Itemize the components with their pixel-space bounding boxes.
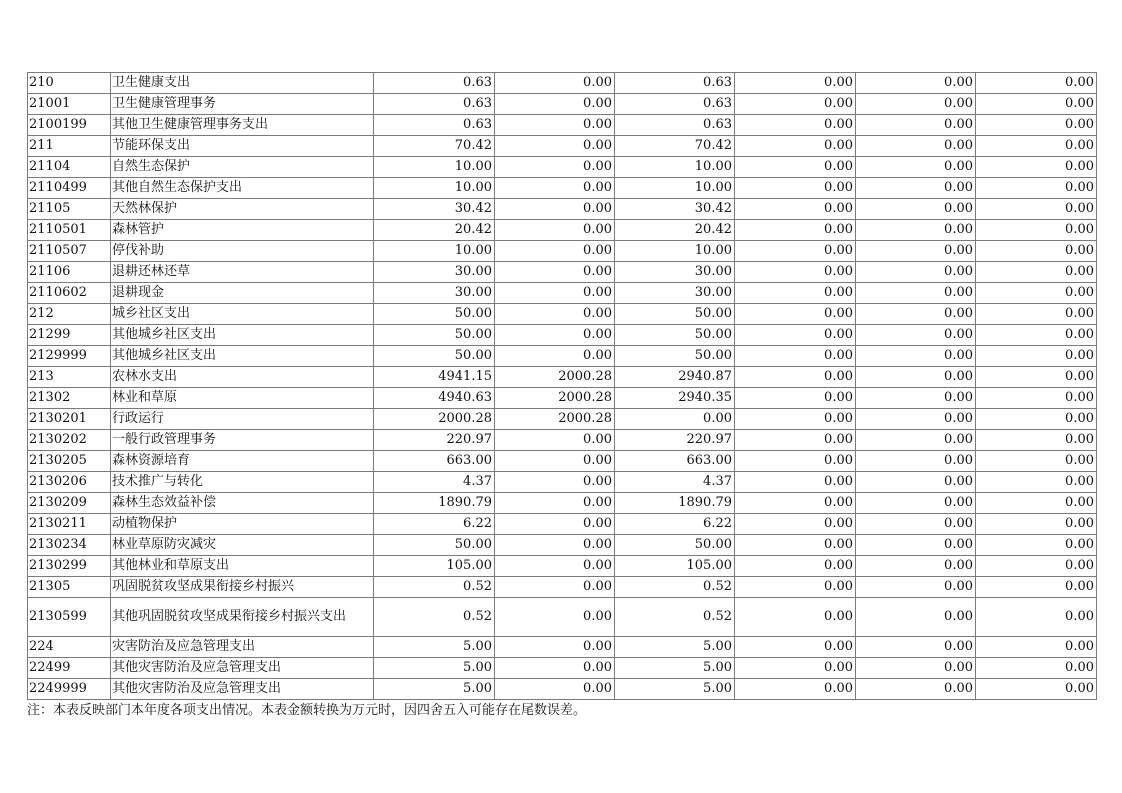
amount-cell: 0.00: [495, 598, 615, 637]
subject-code-cell: 2130299: [28, 556, 111, 577]
amount-cell: 20.42: [374, 220, 495, 241]
subject-code-cell: 211: [28, 136, 111, 157]
amount-cell: 0.00: [976, 679, 1097, 700]
amount-cell: 663.00: [615, 451, 735, 472]
amount-cell: 0.00: [495, 94, 615, 115]
amount-cell: 0.00: [976, 514, 1097, 535]
amount-cell: 0.00: [495, 451, 615, 472]
subject-name-cell: 林业和草原: [111, 388, 374, 409]
subject-code-cell: 21305: [28, 577, 111, 598]
subject-code-cell: 2130206: [28, 472, 111, 493]
amount-cell: 50.00: [374, 535, 495, 556]
amount-cell: 10.00: [374, 157, 495, 178]
subject-code-cell: 2110507: [28, 241, 111, 262]
amount-cell: 0.00: [976, 598, 1097, 637]
table-row: [28, 199, 1097, 220]
amount-cell: 0.00: [495, 556, 615, 577]
table-row: [28, 598, 1097, 637]
subject-name-cell: 森林生态效益补偿: [111, 493, 374, 514]
amount-cell: 0.00: [976, 430, 1097, 451]
amount-cell: 0.00: [856, 157, 976, 178]
amount-cell: 0.00: [735, 199, 856, 220]
subject-name-cell: 退耕现金: [111, 283, 374, 304]
amount-cell: 0.00: [856, 493, 976, 514]
amount-cell: 0.00: [735, 679, 856, 700]
amount-cell: 10.00: [615, 157, 735, 178]
amount-cell: 0.00: [856, 241, 976, 262]
amount-cell: 220.97: [615, 430, 735, 451]
amount-cell: 0.00: [735, 535, 856, 556]
subject-code-cell: 224: [28, 637, 111, 658]
amount-cell: 0.00: [495, 241, 615, 262]
amount-cell: 0.00: [856, 304, 976, 325]
amount-cell: 0.00: [856, 451, 976, 472]
subject-name-cell: 卫生健康管理事务: [111, 94, 374, 115]
amount-cell: 0.00: [976, 451, 1097, 472]
amount-cell: 50.00: [615, 535, 735, 556]
subject-name-cell: 林业草原防灾减灾: [111, 535, 374, 556]
amount-cell: 0.00: [735, 73, 856, 94]
amount-cell: 50.00: [615, 325, 735, 346]
subject-code-cell: 2130201: [28, 409, 111, 430]
amount-cell: 0.63: [374, 115, 495, 136]
table-row: [28, 658, 1097, 679]
amount-cell: 5.00: [615, 679, 735, 700]
amount-cell: 0.00: [856, 262, 976, 283]
subject-name-cell: 其他灾害防治及应急管理支出: [111, 679, 374, 700]
amount-cell: 0.00: [735, 637, 856, 658]
amount-cell: 2940.87: [615, 367, 735, 388]
amount-cell: 0.00: [856, 73, 976, 94]
amount-cell: 0.00: [976, 178, 1097, 199]
subject-code-cell: 2129999: [28, 346, 111, 367]
table-row: [28, 514, 1097, 535]
amount-cell: 30.42: [615, 199, 735, 220]
amount-cell: 0.00: [495, 577, 615, 598]
amount-cell: 0.00: [735, 262, 856, 283]
amount-cell: 30.00: [615, 283, 735, 304]
amount-cell: 0.00: [856, 388, 976, 409]
subject-name-cell: 巩固脱贫攻坚成果衔接乡村振兴: [111, 577, 374, 598]
subject-code-cell: 21104: [28, 157, 111, 178]
amount-cell: 0.00: [495, 115, 615, 136]
amount-cell: 0.00: [735, 325, 856, 346]
amount-cell: 0.00: [495, 262, 615, 283]
amount-cell: 0.00: [735, 94, 856, 115]
subject-name-cell: 动植物保护: [111, 514, 374, 535]
subject-code-cell: 213: [28, 367, 111, 388]
amount-cell: 0.00: [976, 637, 1097, 658]
amount-cell: 70.42: [615, 136, 735, 157]
amount-cell: 0.63: [615, 73, 735, 94]
expenditure-table: [27, 72, 1097, 700]
amount-cell: 5.00: [374, 679, 495, 700]
table-row: [28, 430, 1097, 451]
amount-cell: 2000.28: [374, 409, 495, 430]
amount-cell: 0.00: [495, 283, 615, 304]
table-row: [28, 241, 1097, 262]
amount-cell: 0.00: [976, 94, 1097, 115]
amount-cell: 4941.15: [374, 367, 495, 388]
amount-cell: 0.00: [976, 262, 1097, 283]
amount-cell: 50.00: [374, 346, 495, 367]
amount-cell: 0.00: [976, 325, 1097, 346]
amount-cell: 0.00: [856, 136, 976, 157]
amount-cell: 0.52: [615, 598, 735, 637]
amount-cell: 0.00: [856, 220, 976, 241]
subject-name-cell: 森林资源培育: [111, 451, 374, 472]
amount-cell: 4940.63: [374, 388, 495, 409]
table-row: [28, 367, 1097, 388]
amount-cell: 10.00: [374, 178, 495, 199]
amount-cell: 0.00: [976, 556, 1097, 577]
amount-cell: 0.00: [976, 346, 1097, 367]
subject-code-cell: 2110602: [28, 283, 111, 304]
subject-code-cell: 212: [28, 304, 111, 325]
amount-cell: 10.00: [615, 178, 735, 199]
table-body: [28, 73, 1097, 700]
amount-cell: 4.37: [374, 472, 495, 493]
amount-cell: 0.00: [856, 556, 976, 577]
subject-name-cell: 农林水支出: [111, 367, 374, 388]
amount-cell: 0.00: [735, 409, 856, 430]
amount-cell: 0.00: [735, 658, 856, 679]
amount-cell: 0.00: [495, 493, 615, 514]
table-row: [28, 115, 1097, 136]
amount-cell: 0.00: [735, 598, 856, 637]
amount-cell: 30.00: [374, 262, 495, 283]
amount-cell: 5.00: [374, 637, 495, 658]
amount-cell: 0.63: [615, 94, 735, 115]
subject-name-cell: 灾害防治及应急管理支出: [111, 637, 374, 658]
subject-code-cell: 2249999: [28, 679, 111, 700]
table-row: [28, 577, 1097, 598]
amount-cell: 0.00: [976, 409, 1097, 430]
subject-name-cell: 卫生健康支出: [111, 73, 374, 94]
amount-cell: 0.00: [976, 472, 1097, 493]
amount-cell: 0.00: [976, 115, 1097, 136]
amount-cell: 0.00: [976, 367, 1097, 388]
table-row: [28, 178, 1097, 199]
subject-name-cell: 技术推广与转化: [111, 472, 374, 493]
amount-cell: 0.00: [615, 409, 735, 430]
amount-cell: 0.52: [374, 577, 495, 598]
subject-code-cell: 2130209: [28, 493, 111, 514]
amount-cell: 663.00: [374, 451, 495, 472]
amount-cell: 0.00: [735, 241, 856, 262]
amount-cell: 0.00: [495, 430, 615, 451]
subject-name-cell: 森林管护: [111, 220, 374, 241]
amount-cell: 0.00: [735, 304, 856, 325]
amount-cell: 0.00: [976, 283, 1097, 304]
subject-code-cell: 2100199: [28, 115, 111, 136]
subject-name-cell: 其他巩固脱贫攻坚成果衔接乡村振兴支出: [111, 598, 374, 637]
table-row: [28, 451, 1097, 472]
amount-cell: 0.00: [735, 514, 856, 535]
amount-cell: 0.00: [856, 430, 976, 451]
amount-cell: 0.00: [856, 325, 976, 346]
amount-cell: 0.52: [615, 577, 735, 598]
amount-cell: 0.00: [735, 493, 856, 514]
amount-cell: 0.00: [856, 94, 976, 115]
table-row: [28, 409, 1097, 430]
subject-code-cell: 2130599: [28, 598, 111, 637]
amount-cell: 50.00: [615, 346, 735, 367]
amount-cell: 0.00: [976, 136, 1097, 157]
subject-code-cell: 210: [28, 73, 111, 94]
amount-cell: 0.00: [495, 679, 615, 700]
amount-cell: 0.00: [976, 658, 1097, 679]
amount-cell: 6.22: [615, 514, 735, 535]
amount-cell: 0.00: [856, 658, 976, 679]
amount-cell: 0.00: [735, 451, 856, 472]
amount-cell: 0.00: [495, 178, 615, 199]
subject-code-cell: 21105: [28, 199, 111, 220]
amount-cell: 0.00: [856, 199, 976, 220]
amount-cell: 30.00: [615, 262, 735, 283]
amount-cell: 4.37: [615, 472, 735, 493]
amount-cell: 0.63: [615, 115, 735, 136]
amount-cell: 0.00: [976, 388, 1097, 409]
amount-cell: 0.00: [735, 388, 856, 409]
amount-cell: 0.00: [495, 658, 615, 679]
amount-cell: 0.00: [856, 514, 976, 535]
table-row: [28, 94, 1097, 115]
table-row: [28, 637, 1097, 658]
amount-cell: 0.00: [735, 430, 856, 451]
subject-name-cell: 节能环保支出: [111, 136, 374, 157]
amount-cell: 0.00: [976, 157, 1097, 178]
table-row: [28, 157, 1097, 178]
amount-cell: 0.00: [856, 472, 976, 493]
amount-cell: 0.52: [374, 598, 495, 637]
table-row: [28, 679, 1097, 700]
amount-cell: 0.00: [735, 283, 856, 304]
subject-name-cell: 自然生态保护: [111, 157, 374, 178]
amount-cell: 2000.28: [495, 388, 615, 409]
amount-cell: 0.00: [735, 115, 856, 136]
table-row: [28, 493, 1097, 514]
amount-cell: 0.00: [856, 535, 976, 556]
amount-cell: 0.00: [735, 367, 856, 388]
amount-cell: 2940.35: [615, 388, 735, 409]
table-row: [28, 325, 1097, 346]
amount-cell: 70.42: [374, 136, 495, 157]
amount-cell: 0.00: [495, 304, 615, 325]
amount-cell: 0.00: [856, 115, 976, 136]
amount-cell: 0.00: [495, 535, 615, 556]
amount-cell: 0.00: [495, 472, 615, 493]
amount-cell: 0.00: [976, 241, 1097, 262]
subject-name-cell: 停伐补助: [111, 241, 374, 262]
amount-cell: 0.00: [856, 283, 976, 304]
amount-cell: 0.00: [976, 577, 1097, 598]
amount-cell: 30.00: [374, 283, 495, 304]
amount-cell: 0.00: [495, 199, 615, 220]
subject-code-cell: 2130202: [28, 430, 111, 451]
subject-code-cell: 2110499: [28, 178, 111, 199]
table-row: [28, 556, 1097, 577]
table-row: [28, 283, 1097, 304]
amount-cell: 0.00: [976, 304, 1097, 325]
amount-cell: 105.00: [374, 556, 495, 577]
amount-cell: 0.00: [495, 220, 615, 241]
table-row: [28, 136, 1097, 157]
amount-cell: 0.00: [735, 136, 856, 157]
amount-cell: 0.00: [495, 157, 615, 178]
amount-cell: 0.00: [856, 367, 976, 388]
table-row: [28, 304, 1097, 325]
amount-cell: 0.00: [856, 178, 976, 199]
amount-cell: 0.00: [495, 514, 615, 535]
table-row: [28, 535, 1097, 556]
subject-name-cell: 退耕还林还草: [111, 262, 374, 283]
amount-cell: 6.22: [374, 514, 495, 535]
subject-name-cell: 一般行政管理事务: [111, 430, 374, 451]
amount-cell: 1890.79: [615, 493, 735, 514]
subject-code-cell: 21106: [28, 262, 111, 283]
amount-cell: 2000.28: [495, 409, 615, 430]
subject-name-cell: 城乡社区支出: [111, 304, 374, 325]
amount-cell: 0.00: [976, 535, 1097, 556]
amount-cell: 0.00: [735, 220, 856, 241]
amount-cell: 50.00: [615, 304, 735, 325]
subject-code-cell: 2130205: [28, 451, 111, 472]
table-row: [28, 73, 1097, 94]
amount-cell: 0.00: [976, 220, 1097, 241]
footnote: 注：本表反映部门本年度各项支出情况。本表金额转换为万元时，因四舍五入可能存在尾数误差。: [27, 703, 587, 718]
amount-cell: 0.00: [735, 346, 856, 367]
amount-cell: 5.00: [615, 658, 735, 679]
amount-cell: 0.00: [976, 73, 1097, 94]
amount-cell: 0.00: [976, 199, 1097, 220]
amount-cell: 0.00: [856, 637, 976, 658]
table-row: [28, 220, 1097, 241]
amount-cell: 0.00: [976, 493, 1097, 514]
amount-cell: 0.00: [495, 346, 615, 367]
subject-code-cell: 2130211: [28, 514, 111, 535]
subject-code-cell: 21001: [28, 94, 111, 115]
subject-name-cell: 其他城乡社区支出: [111, 325, 374, 346]
amount-cell: 0.00: [856, 346, 976, 367]
subject-code-cell: 21302: [28, 388, 111, 409]
amount-cell: 0.00: [735, 157, 856, 178]
subject-name-cell: 其他灾害防治及应急管理支出: [111, 658, 374, 679]
amount-cell: 0.63: [374, 73, 495, 94]
amount-cell: 0.00: [735, 556, 856, 577]
table-row: [28, 346, 1097, 367]
amount-cell: 2000.28: [495, 367, 615, 388]
subject-code-cell: 22499: [28, 658, 111, 679]
amount-cell: 0.00: [495, 73, 615, 94]
amount-cell: 105.00: [615, 556, 735, 577]
subject-name-cell: 其他自然生态保护支出: [111, 178, 374, 199]
subject-code-cell: 21299: [28, 325, 111, 346]
amount-cell: 0.00: [856, 577, 976, 598]
subject-code-cell: 2110501: [28, 220, 111, 241]
subject-name-cell: 行政运行: [111, 409, 374, 430]
subject-code-cell: 2130234: [28, 535, 111, 556]
table-row: [28, 262, 1097, 283]
table-row: [28, 388, 1097, 409]
amount-cell: 0.00: [495, 325, 615, 346]
table-row: [28, 472, 1097, 493]
amount-cell: 0.00: [856, 679, 976, 700]
amount-cell: 0.00: [495, 637, 615, 658]
amount-cell: 10.00: [374, 241, 495, 262]
amount-cell: 50.00: [374, 304, 495, 325]
amount-cell: 0.00: [735, 472, 856, 493]
subject-name-cell: 其他卫生健康管理事务支出: [111, 115, 374, 136]
amount-cell: 0.63: [374, 94, 495, 115]
amount-cell: 50.00: [374, 325, 495, 346]
subject-name-cell: 天然林保护: [111, 199, 374, 220]
amount-cell: 220.97: [374, 430, 495, 451]
subject-name-cell: 其他林业和草原支出: [111, 556, 374, 577]
amount-cell: 0.00: [735, 577, 856, 598]
amount-cell: 5.00: [374, 658, 495, 679]
subject-name-cell: 其他城乡社区支出: [111, 346, 374, 367]
amount-cell: 10.00: [615, 241, 735, 262]
amount-cell: 1890.79: [374, 493, 495, 514]
amount-cell: 0.00: [495, 136, 615, 157]
amount-cell: 0.00: [856, 409, 976, 430]
amount-cell: 30.42: [374, 199, 495, 220]
amount-cell: 20.42: [615, 220, 735, 241]
amount-cell: 0.00: [856, 598, 976, 637]
amount-cell: 0.00: [735, 178, 856, 199]
amount-cell: 5.00: [615, 637, 735, 658]
